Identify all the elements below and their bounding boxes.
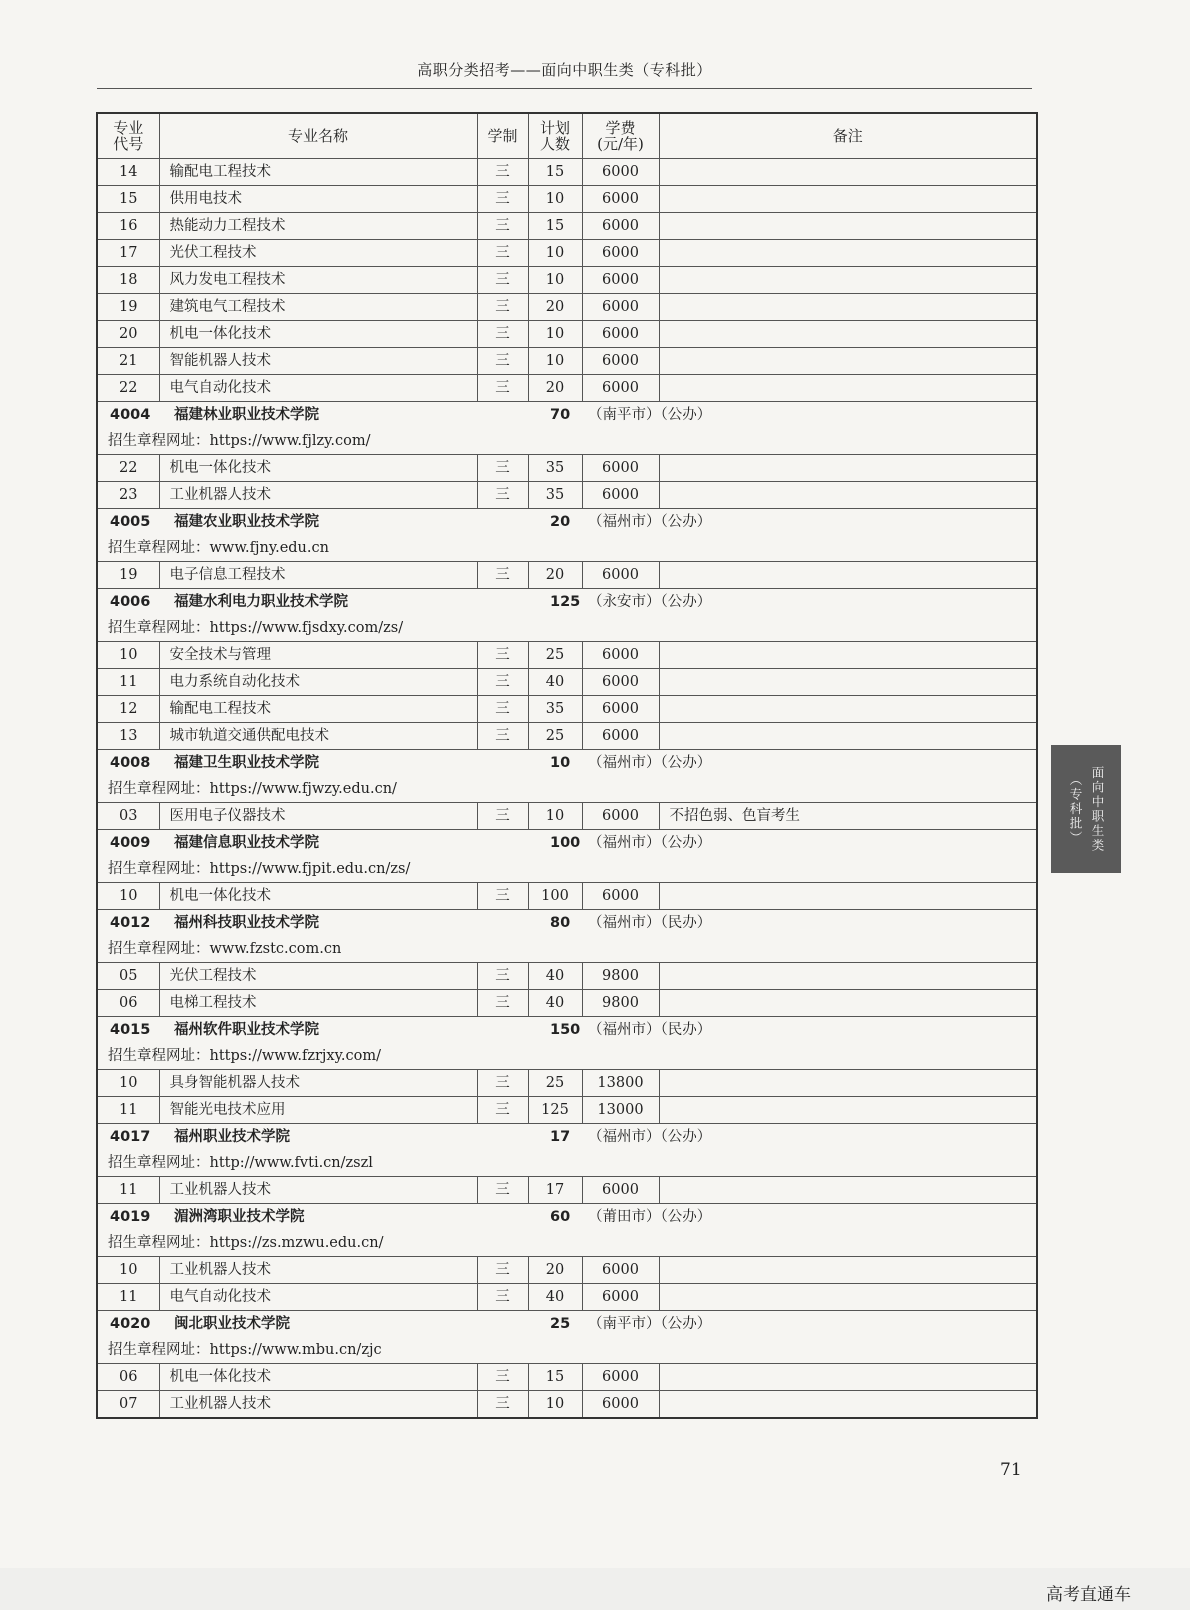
major-name: 风力发电工程技术 [159,267,477,294]
major-code: 14 [97,159,159,186]
major-name: 电力系统自动化技术 [159,669,477,696]
institution-location: （永安市）（公办） [588,594,712,610]
institution-row [97,402,1037,429]
major-name: 智能光电技术应用 [159,1097,477,1124]
institution-cell [97,750,1037,777]
institution-location: （南平市）（公办） [588,1316,712,1332]
major-name: 热能动力工程技术 [159,213,477,240]
major-name: 机电一体化技术 [159,883,477,910]
major-years: 三 [477,348,528,375]
major-note [659,159,1037,186]
major-code: 18 [97,267,159,294]
major-fee: 6000 [582,321,659,348]
major-row [97,1097,1037,1124]
major-name: 电梯工程技术 [159,990,477,1017]
major-fee: 9800 [582,990,659,1017]
institution-location: （福州市）（民办） [588,915,712,931]
major-fee: 6000 [582,696,659,723]
major-note [659,990,1037,1017]
major-row [97,375,1037,402]
institution-code: 4020 [110,1316,151,1332]
major-row [97,267,1037,294]
major-years: 三 [477,963,528,990]
admission-website: 招生章程网址：http://www.fvti.cn/zszl [97,1150,1037,1177]
major-years: 三 [477,1391,528,1419]
major-plan: 25 [528,642,582,669]
major-plan: 35 [528,455,582,482]
major-code: 05 [97,963,159,990]
institution-plan: 60 [550,1209,571,1225]
major-fee: 6000 [582,723,659,750]
major-years: 三 [477,803,528,830]
major-fee: 6000 [582,1177,659,1204]
institution-row [97,750,1037,777]
page-number: 71 [1000,1460,1022,1480]
major-note [659,186,1037,213]
institution-cell [97,1204,1037,1231]
major-name: 电子信息工程技术 [159,562,477,589]
admission-website: 招生章程网址：https://www.mbu.cn/zjc [97,1337,1037,1364]
institution-row [97,589,1037,616]
major-note: 不招色弱、色盲考生 [659,803,1037,830]
major-name: 输配电工程技术 [159,159,477,186]
major-years: 三 [477,159,528,186]
institution-name: 湄洲湾职业技术学院 [174,1209,305,1225]
major-row [97,642,1037,669]
major-code: 19 [97,294,159,321]
website-row [97,1230,1037,1257]
major-row [97,1364,1037,1391]
institution-row [97,1311,1037,1338]
major-code: 03 [97,803,159,830]
institution-name: 福建卫生职业技术学院 [174,755,319,771]
major-row [97,321,1037,348]
major-name: 工业机器人技术 [159,1177,477,1204]
major-fee: 6000 [582,642,659,669]
major-plan: 20 [528,562,582,589]
major-fee: 13000 [582,1097,659,1124]
major-note [659,1070,1037,1097]
major-note [659,1391,1037,1419]
major-code: 23 [97,482,159,509]
major-fee: 6000 [582,159,659,186]
institution-cell [97,402,1037,429]
major-name: 机电一体化技术 [159,455,477,482]
major-note [659,482,1037,509]
major-row [97,1257,1037,1284]
institution-name: 福州软件职业技术学院 [174,1022,319,1038]
institution-plan: 17 [550,1129,571,1145]
major-row [97,963,1037,990]
major-name: 机电一体化技术 [159,1364,477,1391]
major-years: 三 [477,669,528,696]
major-years: 三 [477,267,528,294]
institution-code: 4009 [110,835,151,851]
major-fee: 6000 [582,562,659,589]
major-years: 三 [477,294,528,321]
major-row [97,562,1037,589]
major-years: 三 [477,1097,528,1124]
admission-website: 招生章程网址：https://www.fzrjxy.com/ [97,1043,1037,1070]
major-code: 06 [97,990,159,1017]
major-plan: 125 [528,1097,582,1124]
major-code: 16 [97,213,159,240]
major-name: 光伏工程技术 [159,963,477,990]
institution-location: （福州市）（公办） [588,1129,712,1145]
major-fee: 6000 [582,803,659,830]
major-note [659,1284,1037,1311]
major-name: 输配电工程技术 [159,696,477,723]
website-row [97,1337,1037,1364]
major-name: 医用电子仪器技术 [159,803,477,830]
major-fee: 6000 [582,267,659,294]
footer-band [0,1568,1190,1610]
major-note [659,963,1037,990]
institution-cell [97,1311,1037,1338]
major-note [659,321,1037,348]
institution-location: （福州市）（公办） [588,514,712,530]
major-note [659,375,1037,402]
institution-plan: 20 [550,514,571,530]
major-fee: 6000 [582,186,659,213]
major-years: 三 [477,240,528,267]
institution-location: （福州市）（公办） [588,835,712,851]
institution-name: 福州职业技术学院 [174,1129,290,1145]
major-years: 三 [477,375,528,402]
major-years: 三 [477,883,528,910]
institution-plan: 25 [550,1316,571,1332]
major-fee: 6000 [582,240,659,267]
major-name: 城市轨道交通供配电技术 [159,723,477,750]
institution-info [98,509,1036,535]
major-code: 11 [97,1284,159,1311]
institution-info [98,589,1036,615]
major-code: 13 [97,723,159,750]
major-row [97,669,1037,696]
col-header-name: 专业名称 [159,113,477,159]
admissions-table [96,112,1038,1419]
major-code: 22 [97,455,159,482]
major-fee: 6000 [582,1391,659,1419]
major-code: 11 [97,1177,159,1204]
institution-code: 4005 [110,514,151,530]
major-row [97,159,1037,186]
website-row [97,428,1037,455]
institution-location: （福州市）（民办） [588,1022,712,1038]
major-note [659,642,1037,669]
institution-cell [97,910,1037,937]
major-plan: 40 [528,990,582,1017]
institution-info [98,910,1036,936]
col-header-plan: 计划 人数 [528,113,582,159]
major-years: 三 [477,321,528,348]
website-row [97,856,1037,883]
major-fee: 6000 [582,375,659,402]
institution-cell [97,1124,1037,1151]
institution-location: （南平市）（公办） [588,407,712,423]
institution-cell [97,589,1037,616]
institution-plan: 125 [550,594,581,610]
major-row [97,990,1037,1017]
institution-info [98,1017,1036,1043]
major-plan: 20 [528,1257,582,1284]
major-note [659,723,1037,750]
institution-code: 4008 [110,755,151,771]
institution-name: 闽北职业技术学院 [174,1316,290,1332]
major-plan: 10 [528,321,582,348]
institution-name: 福建林业职业技术学院 [174,407,319,423]
major-years: 三 [477,455,528,482]
major-fee: 13800 [582,1070,659,1097]
major-years: 三 [477,1284,528,1311]
major-note [659,294,1037,321]
institution-info [98,1311,1036,1337]
institution-info [98,1124,1036,1150]
major-plan: 40 [528,1284,582,1311]
major-years: 三 [477,1177,528,1204]
major-note [659,696,1037,723]
major-note [659,1364,1037,1391]
major-code: 10 [97,1257,159,1284]
institution-plan: 10 [550,755,571,771]
major-plan: 10 [528,186,582,213]
institution-cell [97,1017,1037,1044]
major-row [97,1284,1037,1311]
institution-plan: 80 [550,915,571,931]
major-name: 工业机器人技术 [159,1391,477,1419]
major-row [97,294,1037,321]
major-note [659,267,1037,294]
major-code: 21 [97,348,159,375]
major-note [659,1177,1037,1204]
major-row [97,240,1037,267]
major-code: 15 [97,186,159,213]
major-code: 07 [97,1391,159,1419]
major-note [659,1257,1037,1284]
major-name: 智能机器人技术 [159,348,477,375]
table-header-row [97,113,1037,159]
major-plan: 15 [528,213,582,240]
institution-row [97,910,1037,937]
major-code: 19 [97,562,159,589]
major-note [659,669,1037,696]
major-fee: 6000 [582,482,659,509]
institution-plan: 150 [550,1022,581,1038]
major-plan: 20 [528,294,582,321]
major-fee: 6000 [582,213,659,240]
institution-name: 福建农业职业技术学院 [174,514,319,530]
website-row [97,776,1037,803]
major-plan: 20 [528,375,582,402]
major-row [97,723,1037,750]
major-years: 三 [477,723,528,750]
major-note [659,455,1037,482]
institution-name: 福建信息职业技术学院 [174,835,319,851]
major-code: 06 [97,1364,159,1391]
col-header-note: 备注 [659,113,1037,159]
institution-name: 福州科技职业技术学院 [174,915,319,931]
major-name: 机电一体化技术 [159,321,477,348]
major-years: 三 [477,213,528,240]
website-row [97,535,1037,562]
major-code: 12 [97,696,159,723]
major-note [659,883,1037,910]
major-plan: 17 [528,1177,582,1204]
admission-website: 招生章程网址：https://www.fjwzy.edu.cn/ [97,776,1037,803]
major-plan: 100 [528,883,582,910]
major-row [97,696,1037,723]
major-plan: 15 [528,159,582,186]
institution-row [97,1204,1037,1231]
major-row [97,1391,1037,1419]
major-name: 安全技术与管理 [159,642,477,669]
major-row [97,1070,1037,1097]
website-row [97,1150,1037,1177]
major-note [659,1097,1037,1124]
page-header: 高职分类招考——面向中职生类（专科批） [97,52,1032,89]
major-years: 三 [477,1364,528,1391]
institution-info [98,1204,1036,1230]
major-row [97,482,1037,509]
major-note [659,562,1037,589]
major-code: 10 [97,642,159,669]
institution-row [97,509,1037,536]
institution-cell [97,830,1037,857]
col-header-code: 专业 代号 [97,113,159,159]
major-note [659,213,1037,240]
institution-location: （福州市）（公办） [588,755,712,771]
institution-cell [97,509,1037,536]
major-plan: 40 [528,669,582,696]
major-name: 具身智能机器人技术 [159,1070,477,1097]
institution-location: （莆田市）（公办） [588,1209,712,1225]
major-years: 三 [477,642,528,669]
institution-row [97,1017,1037,1044]
major-fee: 6000 [582,1364,659,1391]
major-code: 11 [97,669,159,696]
major-years: 三 [477,696,528,723]
major-fee: 6000 [582,294,659,321]
section-side-tab [1051,745,1121,873]
admission-website: 招生章程网址：www.fzstc.com.cn [97,936,1037,963]
major-plan: 35 [528,482,582,509]
major-plan: 10 [528,348,582,375]
major-code: 10 [97,1070,159,1097]
major-plan: 10 [528,267,582,294]
major-years: 三 [477,990,528,1017]
major-code: 20 [97,321,159,348]
admission-website: 招生章程网址：https://www.fjsdxy.com/zs/ [97,615,1037,642]
major-code: 22 [97,375,159,402]
website-row [97,615,1037,642]
major-plan: 10 [528,803,582,830]
institution-row [97,830,1037,857]
major-row [97,1177,1037,1204]
major-years: 三 [477,186,528,213]
institution-code: 4006 [110,594,151,610]
institution-code: 4004 [110,407,151,423]
major-name: 电气自动化技术 [159,375,477,402]
admission-website: 招生章程网址：https://zs.mzwu.edu.cn/ [97,1230,1037,1257]
major-code: 11 [97,1097,159,1124]
major-row [97,186,1037,213]
institution-plan: 100 [550,835,581,851]
major-plan: 25 [528,1070,582,1097]
institution-plan: 70 [550,407,571,423]
admission-website: 招生章程网址：https://www.fjpit.edu.cn/zs/ [97,856,1037,883]
col-header-fee: 学费 (元/年) [582,113,659,159]
major-fee: 6000 [582,669,659,696]
major-years: 三 [477,1070,528,1097]
major-plan: 10 [528,1391,582,1419]
institution-code: 4015 [110,1022,151,1038]
major-name: 工业机器人技术 [159,1257,477,1284]
admission-website: 招生章程网址：https://www.fjlzy.com/ [97,428,1037,455]
major-name: 光伏工程技术 [159,240,477,267]
institution-info [98,830,1036,856]
major-name: 建筑电气工程技术 [159,294,477,321]
table-body [97,159,1037,1419]
major-fee: 6000 [582,1257,659,1284]
institution-row [97,1124,1037,1151]
major-code: 17 [97,240,159,267]
institution-info [98,402,1036,428]
major-plan: 35 [528,696,582,723]
major-fee: 6000 [582,1284,659,1311]
major-plan: 10 [528,240,582,267]
major-fee: 9800 [582,963,659,990]
major-code: 10 [97,883,159,910]
major-plan: 25 [528,723,582,750]
major-row [97,883,1037,910]
major-fee: 6000 [582,348,659,375]
major-fee: 6000 [582,883,659,910]
major-row [97,213,1037,240]
institution-code: 4012 [110,915,151,931]
col-header-years: 学制 [477,113,528,159]
admissions-table-wrapper [96,112,1036,1419]
major-years: 三 [477,562,528,589]
major-plan: 40 [528,963,582,990]
major-row [97,455,1037,482]
major-name: 供用电技术 [159,186,477,213]
major-plan: 15 [528,1364,582,1391]
institution-code: 4017 [110,1129,151,1145]
major-name: 电气自动化技术 [159,1284,477,1311]
major-fee: 6000 [582,455,659,482]
major-note [659,348,1037,375]
major-years: 三 [477,482,528,509]
website-row [97,936,1037,963]
website-row [97,1043,1037,1070]
major-name: 工业机器人技术 [159,482,477,509]
institution-name: 福建水利电力职业技术学院 [174,594,348,610]
watermark-text: 高考直通车 [1046,1585,1131,1605]
institution-info [98,750,1036,776]
major-row [97,803,1037,830]
major-note [659,240,1037,267]
major-row [97,348,1037,375]
side-tab-line2: （专科批） [1068,772,1083,846]
admission-website: 招生章程网址：www.fjny.edu.cn [97,535,1037,562]
major-years: 三 [477,1257,528,1284]
institution-code: 4019 [110,1209,151,1225]
side-tab-line1: 面向中职生类 [1090,765,1105,853]
